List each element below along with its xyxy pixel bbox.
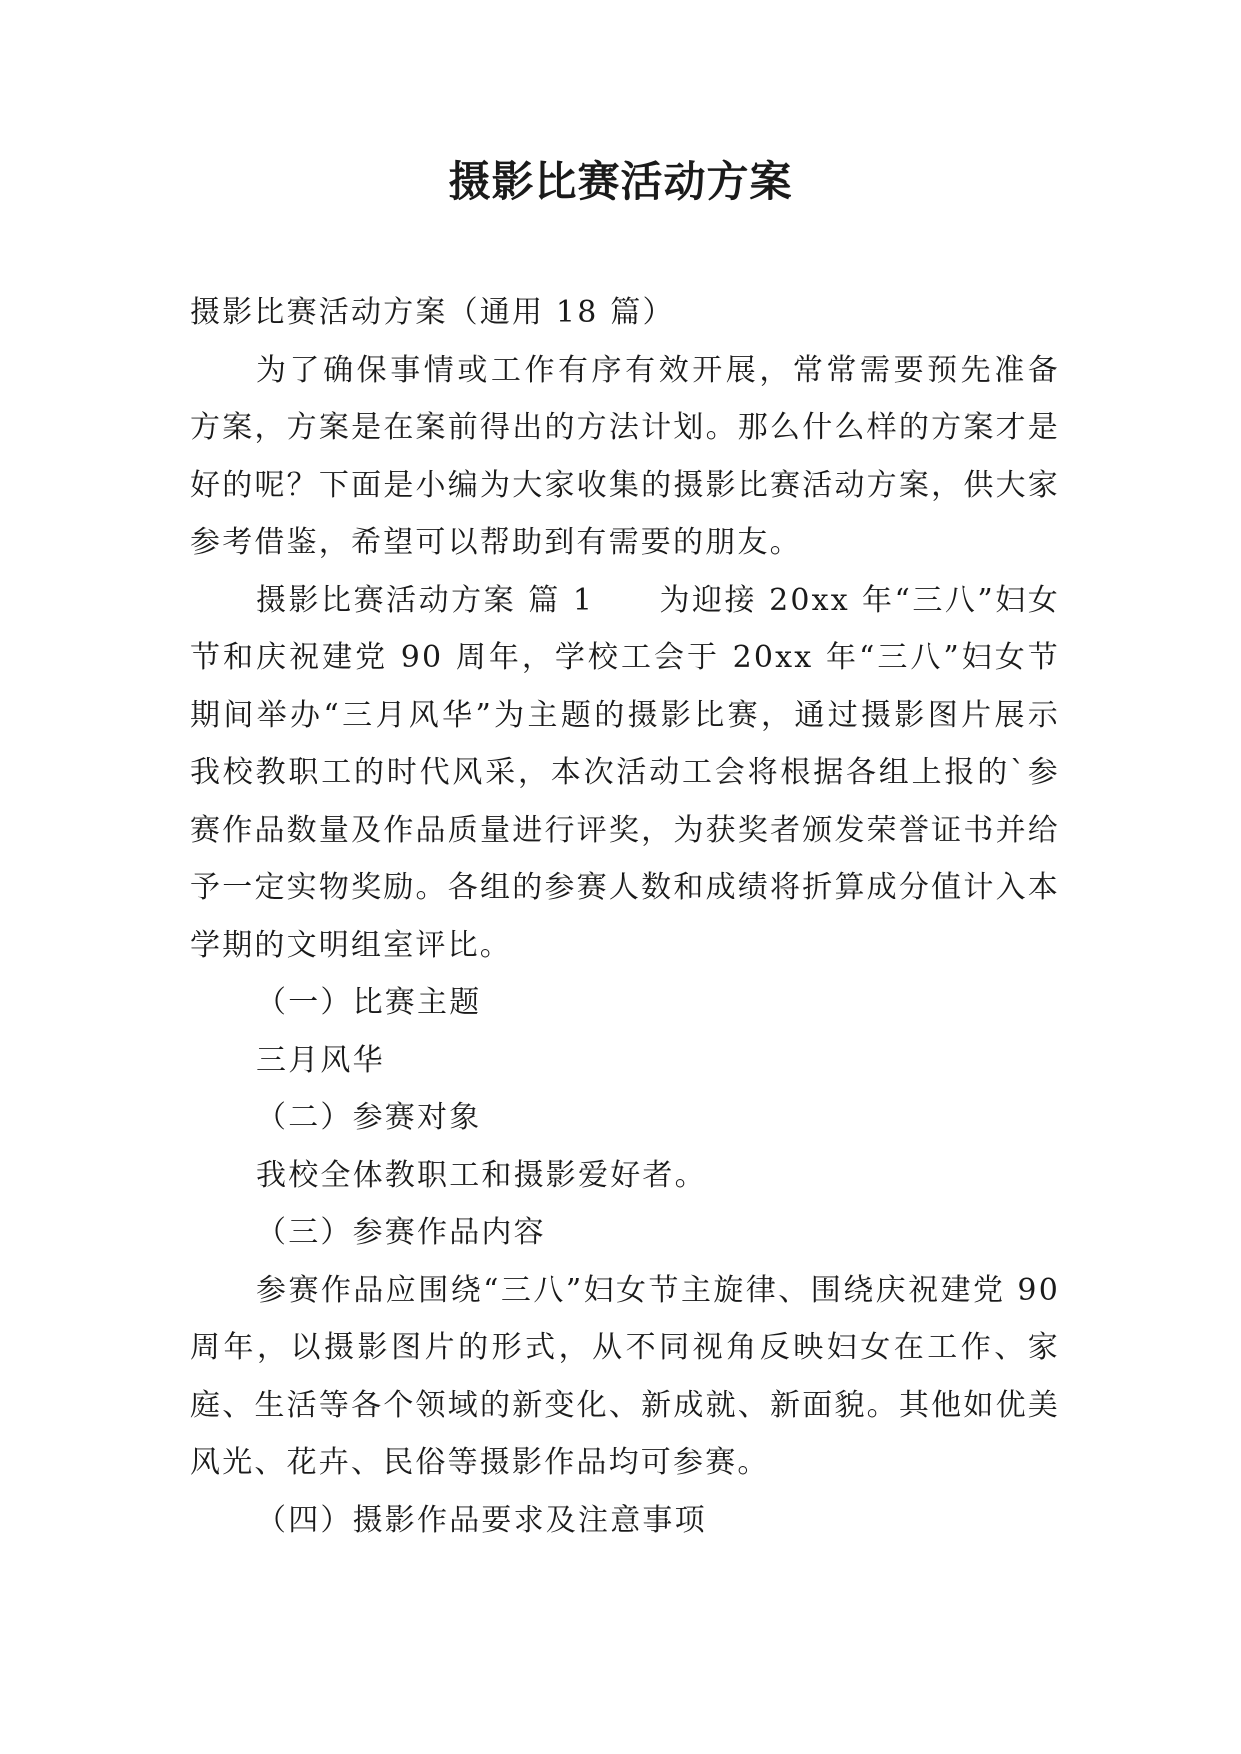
intro-paragraph: 为了确保事情或工作有序有效开展，常常需要预先准备方案，方案是在案前得出的方法计划。那么什么样的方案才是好的呢？下面是小编为大家收集的摄影比赛活动方案，供大家参考借鉴，希望可以帮助到有需要的朋友。: [190, 352, 1060, 560]
heading-requirements: （四）摄影作品要求及注意事项: [256, 1502, 707, 1538]
heading-participants: （二）参赛对象: [256, 1100, 482, 1135]
section-1-paragraph: 摄影比赛活动方案 篇 1 为迎接 20xx 年“三八”妇女节和庆祝建党 90 周年，学校工会于 20xx 年“三八”妇女节期间举办“三月风华”为主题的摄影比赛，通过摄影图片展示我校教职工的时代风采，本次活动工会将根据各组上报的`参赛作品数量及作品质量进行评奖，为获奖者颁发荣誉证书并给予一定实物奖励。各组的参赛人数和成绩将折算成分值计入本学期的文明组室评比。: [190, 582, 1060, 963]
content-paragraph: 参赛作品应围绕“三八”妇女节主旋律、围绕庆祝建党 90 周年，以摄影图片的形式，从不同视角反映妇女在工作、家庭、生活等各个领域的新变化、新成就、新面貌。其他如优美风光、花卉、民俗等摄影作品均可参赛。: [190, 1272, 1060, 1480]
heading-content: （三）参赛作品内容: [256, 1215, 546, 1250]
participants-text: 我校全体教职工和摄影爱好者。: [256, 1157, 707, 1193]
document-title: 摄影比赛活动方案: [448, 157, 793, 206]
document-body: [190, 284, 1060, 1549]
heading-theme: （一）比赛主题: [256, 985, 482, 1020]
subtitle: 摄影比赛活动方案（通用 18 篇）: [190, 295, 675, 330]
theme-text: 三月风华: [256, 1042, 385, 1078]
